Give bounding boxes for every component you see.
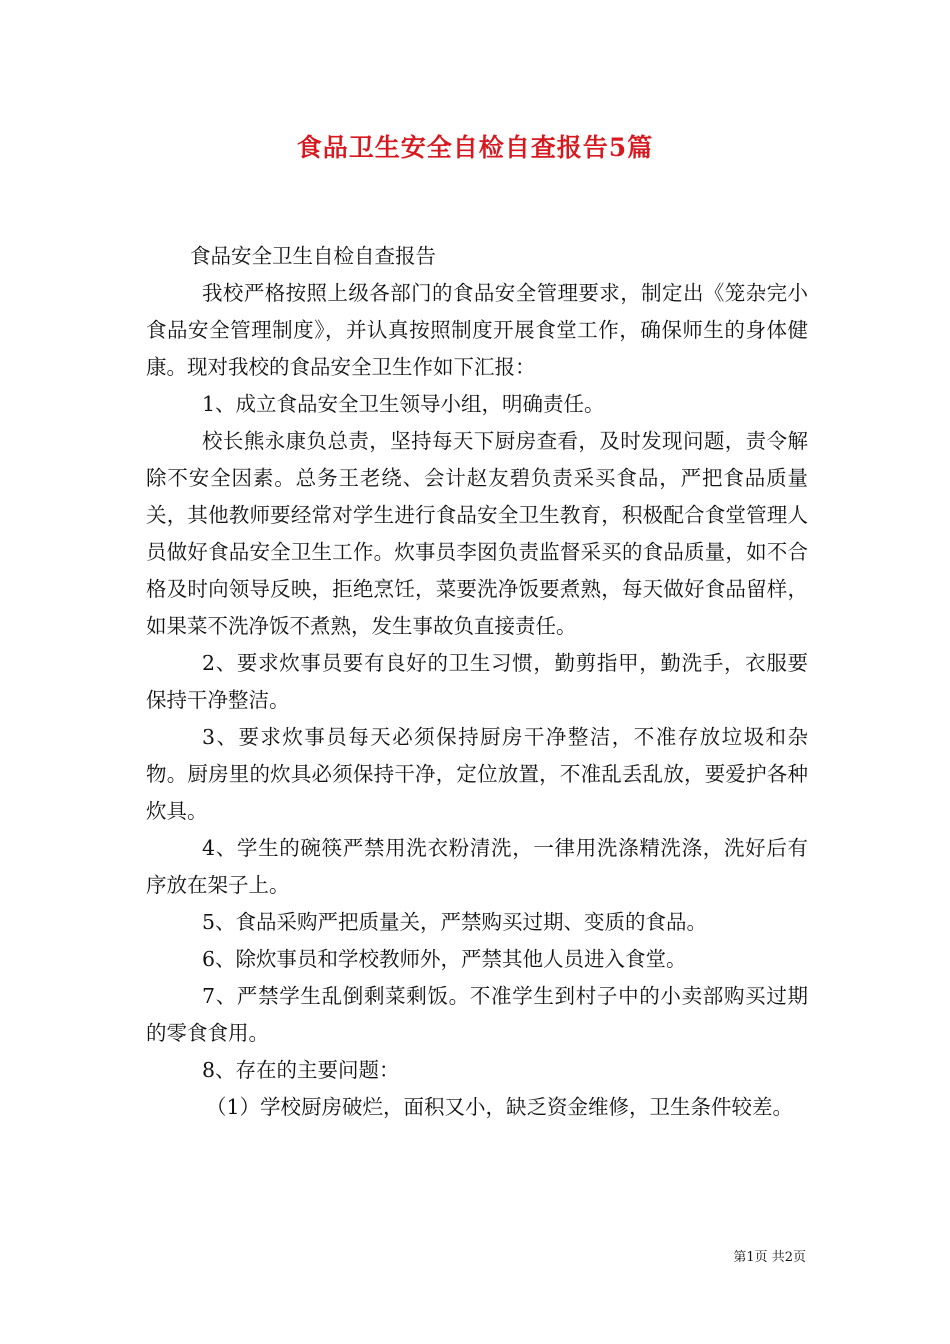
paragraph-item-6: 6、除炊事员和学校教师外，严禁其他人员进入食堂。 [202,947,687,971]
paragraph-intro: 我校严格按照上级各部门的食品安全管理要求，制定出《笼杂完小食品安全管理制度》，并认真按照制度开展食堂工作，确保师生的身体健康。现对我校的食品安全卫生作如下汇报： [146,281,808,379]
paragraph-item-3: 3、要求炊事员每天必须保持厨房干净整洁，不准存放垃圾和杂物。厨房里的炊具必须保持干净，定位放置，不准乱丢乱放，要爱护各种炊具。 [146,725,808,823]
paragraph-item-7: 7、严禁学生乱倒剩菜剩饭。不准学生到村子中的小卖部购买过期的零食食用。 [146,984,808,1045]
page-number-footer: 第1页 共2页 [733,1250,806,1265]
document-body [146,238,808,1126]
paragraph-item-5: 5、食品采购严把质量关，严禁购买过期、变质的食品。 [202,910,708,934]
section-heading: 食品安全卫生自检自查报告 [190,244,436,268]
paragraph-item-2: 2、要求炊事员要有良好的卫生习惯，勤剪指甲，勤洗手，衣服要保持干净整洁。 [146,651,808,712]
paragraph-item-8-1: （1）学校厨房破烂，面积又小，缺乏资金维修，卫生条件较差。 [206,1095,794,1119]
document-title: 食品卫生安全自检自查报告5篇 [296,133,654,162]
paragraph-item-8: 8、存在的主要问题： [202,1058,400,1082]
paragraph-item-1: 1、成立食品安全卫生领导小组，明确责任。 [202,392,605,416]
paragraph-item-1-detail: 校长熊永康负总责，坚持每天下厨房查看，及时发现问题，责令解除不安全因素。总务王老绕、会计赵友碧负责采买食品，严把食品质量关，其他教师要经常对学生进行食品安全卫生教育，积极配合食堂管理人员做好食品安全卫生工作。炊事员李囡负责监督采买的食品质量，如不合格及时向领导反映，拒绝烹饪，菜要洗净饭要煮熟，每天做好食品留样，如果菜不洗净饭不煮熟，发生事故负直接责任。 [146,429,808,638]
paragraph-item-4: 4、学生的碗筷严禁用洗衣粉清洗，一律用洗涤精洗涤，洗好后有序放在架子上。 [146,836,808,897]
